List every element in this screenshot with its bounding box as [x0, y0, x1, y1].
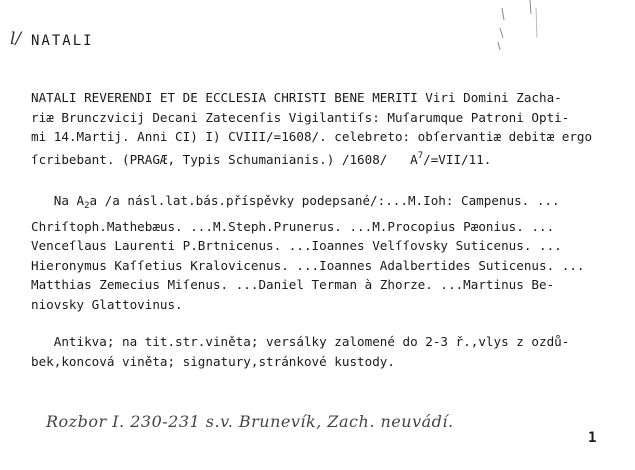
contrib-line-4: Hieronymus Kaſſetius Kralovicenus. ...Ioannes Adalbertides Suticenus. ... — [31, 257, 585, 273]
card-heading: NATALI — [31, 33, 94, 49]
title-line-4a: ſcribebant. (PRAGÆ, Typis Schumanianis.) /1608/ A — [31, 151, 418, 167]
pencil-scribble-mark — [440, 0, 570, 80]
title-line-1: NATALI REVERENDI ET DE ECCLESIA CHRISTI BENE MERITI Viri Domini Zacha- — [31, 90, 562, 105]
signature-superscript: 7 — [417, 150, 424, 161]
contrib-line-6: niovsky Glattovinus. — [31, 296, 183, 312]
contributors-note — [31, 191, 611, 314]
contrib-line-1a: Na A — [31, 193, 85, 208]
title-line-3: mi 14.Martij. Anni CI) I) CVIII/=1608/. celebreto: obſervantiæ debitæ ergo — [31, 129, 593, 144]
typo-line-1: Antikva; na tit.str.viněta; versálky zalomené do 2-3 ř.,vlys z ozdů- — [31, 334, 570, 349]
signature-subscript: 2 — [84, 201, 90, 211]
contrib-line-2: Chriſtoph.Mathebæus. ...M.Steph.Prunerus. ...M.Procopius Pæonius. ... — [31, 218, 555, 234]
title-description — [31, 88, 611, 169]
corner-handwritten-mark: l/ — [10, 29, 22, 49]
handwritten-reference-note: Rozbor I. 230-231 s.v. Brunevík, Zach. neuvádí. — [46, 412, 454, 431]
contrib-line-5: Matthias Zemecius Miſenus. ...Daniel Terman à Zhorze. ...Martinus Be- — [31, 277, 555, 292]
typo-line-2: bek,koncová viněta; signatury,stránkové kustody. — [31, 353, 395, 369]
contrib-line-1b: a /a násl.lat.bás.příspěvky podepsané/:...M.Ioh: Campenus. ... — [89, 193, 560, 208]
page-number: 1 — [588, 430, 597, 446]
title-line-4b: /=VII/11. — [423, 151, 492, 167]
title-line-2: riæ Brunczvicij Decani Zatecenſis Vigilantiſs: Muſarumque Patroni Opti- — [31, 109, 570, 125]
typography-note — [31, 332, 611, 371]
contrib-line-3: Venceſlaus Laurenti P.Brtnicenus. ...Ioannes Velſſovsky Suticenus. ... — [31, 238, 562, 253]
